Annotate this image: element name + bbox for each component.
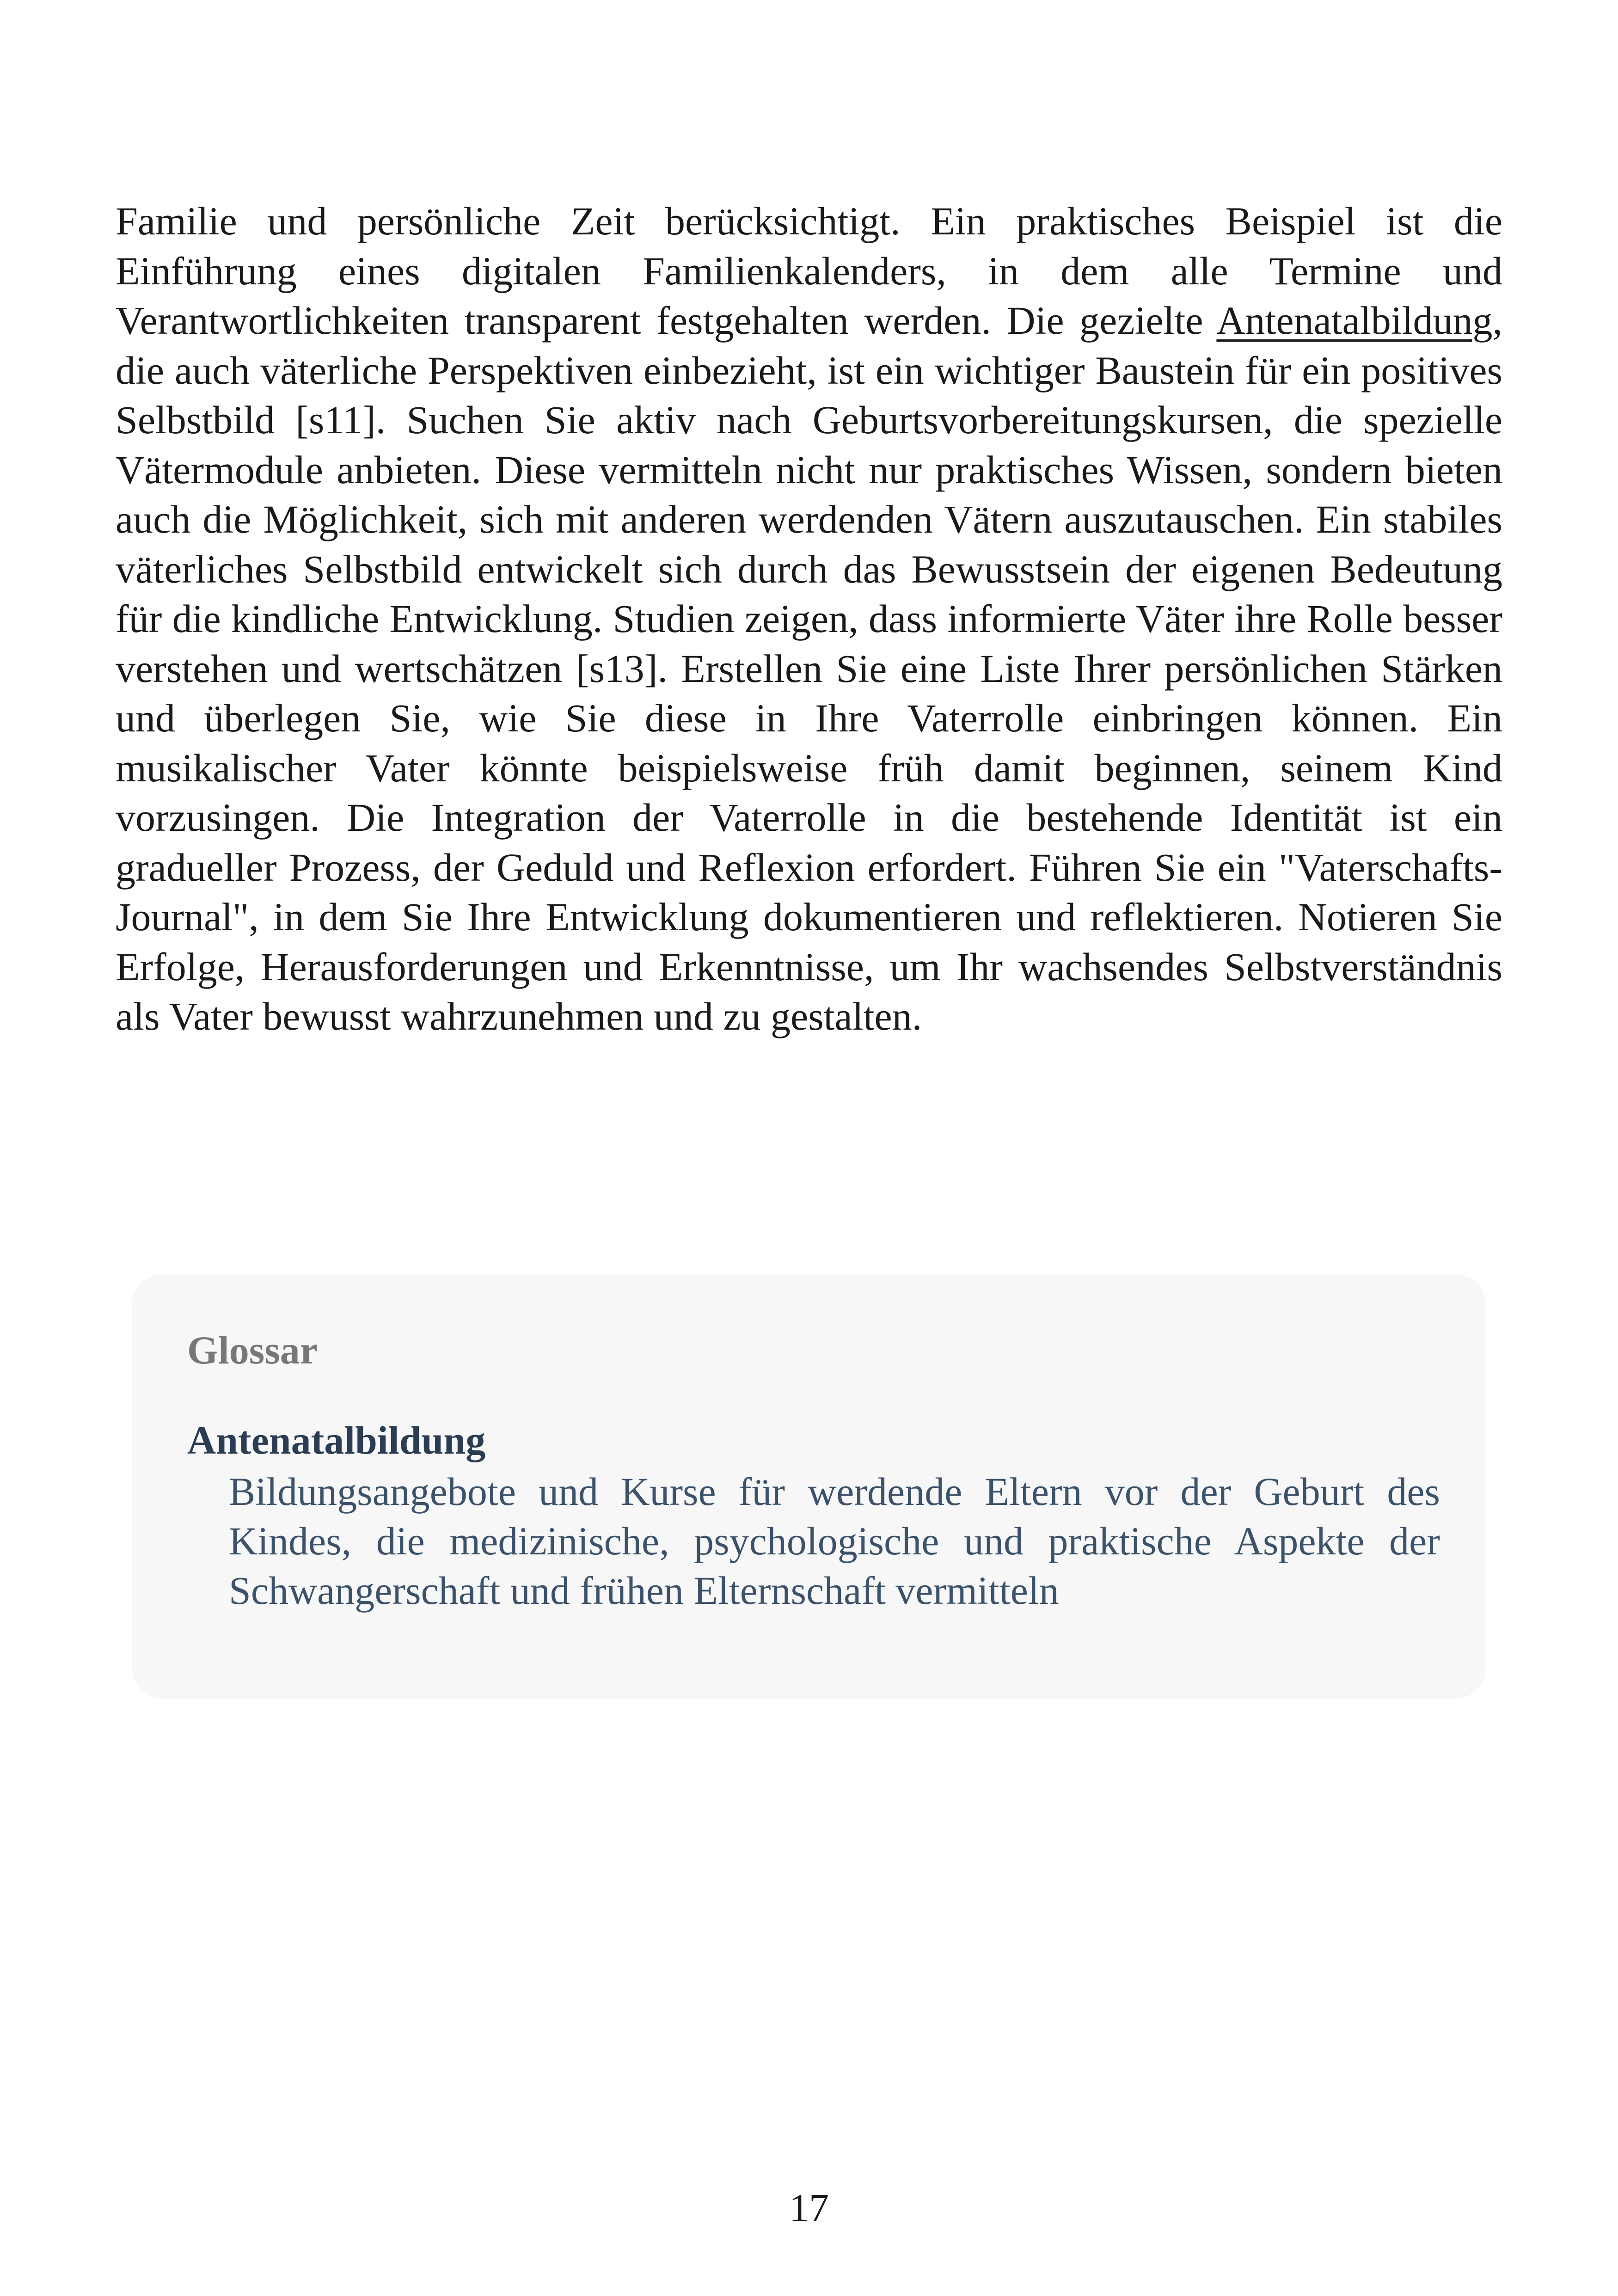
- page-number: 17: [789, 2185, 829, 2230]
- glossary-box: [132, 1274, 1486, 1699]
- body-text-after-term: , die auch väterliche Perspektiven einbezieht, ist ein wichtiger Baustein für ein positives Selbstbild [s11]. Suchen Sie aktiv nach Geburtsvorbereitungskursen, die spezielle Vätermodule anbieten. Diese vermitteln nicht nur praktisches Wissen, sondern bieten auch die Möglichkeit, sich mit anderen werdenden Vätern auszutauschen. Ein stabiles väterliches Selbstbild entwickelt sich durch das Bewusstsein der eigenen Bedeutung für die kindliche Entwicklung. Studien zeigen, dass informierte Väter ihre Rolle besser verstehen und wertschätzen [s13]. Erstellen Sie eine Liste Ihrer persönlichen Stärken und überlegen Sie, wie Sie diese in Ihre Vaterrolle einbringen können. Ein musikalischer Vater könnte beispielsweise früh damit beginnen, seinem Kind vorzusingen. Die Integration der Vaterrolle in die bestehende Identität ist ein gradueller Prozess, der Geduld und Reflexion erfordert. Führen Sie ein "Vaterschafts-Journal", in dem Sie Ihre Entwicklung dokumentieren und reflektieren. Notieren Sie Erfolge, Herausforderungen und Erkenntnisse, um Ihr wachsendes Selbstverständnis als Vater bewusst wahrzunehmen und zu gestalten.: [116, 298, 1502, 1038]
- glossary-entry-definition: Bildungsangebote und Kurse für werdende Eltern vor der Geburt des Kindes, die medizinische, psychologische und praktische Aspekte der Schwangerschaft und frühen Elternschaft vermitteln: [229, 1469, 1440, 1613]
- glossary-term-link[interactable]: Antenatalbildung: [1216, 298, 1493, 343]
- glossary-title: Glossar: [187, 1328, 318, 1372]
- body-text-before-term: Familie und persönliche Zeit berücksichtigt. Ein praktisches Beispiel ist die Einführung eines digitalen Familienkalenders, in dem alle Termine und Verantwortlichkeiten transparent festgehalten werden. Die gezielte: [116, 199, 1502, 343]
- glossary-entry-term: Antenatalbildung: [187, 1418, 486, 1462]
- body-paragraph: [116, 196, 1502, 1042]
- glossary-entry: [187, 1417, 1440, 1615]
